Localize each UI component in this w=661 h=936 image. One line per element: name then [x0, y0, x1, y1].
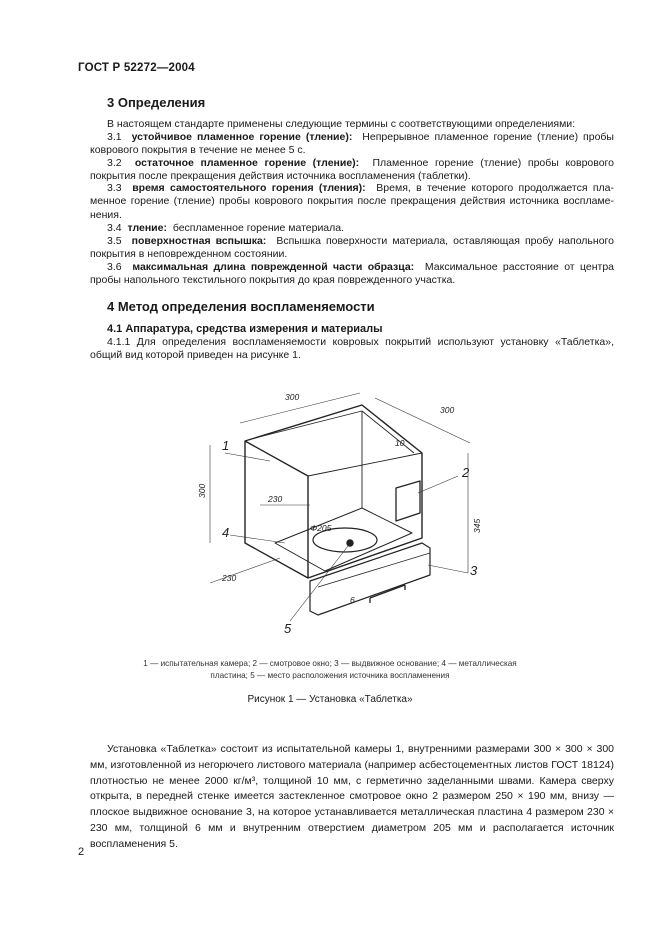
callout-4: 4 — [222, 525, 230, 540]
definition-3-2 — [90, 157, 614, 184]
def-term: максимальная длина поврежденной части образца: — [132, 261, 415, 273]
dim-top-width: 300 — [285, 392, 300, 402]
def-text: беспламенное горение материала. — [172, 222, 345, 234]
dim-total-height: 345 — [472, 518, 482, 533]
dim-plate-thickness: 6 — [350, 595, 355, 605]
figure-legend-line-1: 1 — испытательная камера; 2 — смотровое окно; 3 — выдвижное основание; 4 — металлическая — [143, 659, 517, 668]
definition-3-4 — [90, 222, 614, 235]
section-3-intro — [90, 118, 614, 131]
definition-3-6 — [90, 261, 614, 288]
section-4-title: 4 Метод определения воспламеняемости — [107, 299, 375, 314]
def-number: 3.5 — [107, 235, 122, 247]
metal-plate — [275, 508, 412, 571]
page-number: 2 — [78, 846, 85, 858]
definition-3-5 — [90, 235, 614, 262]
chamber-top-edge — [308, 453, 422, 476]
callout-1: 1 — [222, 438, 230, 453]
def-text: Пламенное горение (тление) пробы коврового покрытия после прекращения действия источника воспламенения (таблетки). — [90, 157, 614, 183]
callout-leaders — [225, 453, 468, 621]
dim-left-height: 300 — [197, 483, 207, 498]
standard-code-header: ГОСТ Р 52272—2004 — [78, 62, 195, 74]
intro-text: В настоящем стандарте применены следующие термины с соответствующими определениями: — [107, 118, 576, 130]
def-term: поверхностная вспышка: — [131, 235, 267, 247]
paragraph-text: 4.1.1 Для определения воспламеняемости ковровых покрытий используют установку «Таблетка», общий вид которой приведен на рисунке 1. — [90, 336, 614, 362]
def-text: Максимальное расстояние от центра пробы напольного текстильного покрытия до края поврежденного участка. — [90, 261, 614, 287]
inner-wall-top — [255, 411, 414, 453]
section-3-title: 3 Определения — [107, 95, 206, 110]
figure-caption: Рисунок 1 — Установка «Таблетка» — [247, 694, 413, 705]
ignition-source-point — [347, 540, 353, 546]
callout-3: 3 — [470, 563, 478, 578]
callout-2: 2 — [462, 465, 470, 480]
def-term: время самостоятельного горения (тления): — [132, 182, 366, 194]
paragraph-4-1-1 — [90, 336, 614, 363]
section-4-1-title: 4.1 Аппаратура, средства измерения и материалы — [107, 323, 383, 335]
def-term: тление: — [127, 222, 167, 234]
description-text: Установка «Таблетка» состоит из испытательной камеры 1, внутренними размерами 300 × 300 × 300 мм, изготовленной из негорючего листового материала (например асбестоцементных листов ГОСТ 18124) плотностью не менее 2000 кг/м³, толщиной 10 мм, с герметично заделанными швами. Камера сверху открыта, в передней стенке имеется застекленное смотровое окно 2 размером 250 × 190 мм, внизу — плоское выдвижное основание 3, на которое устанавливается металлическая пластина 4 размером 230 × 230 мм, толщиной 6 мм и внутренним отверстием диаметром 205 мм и располагается источник воспламенения 5. — [90, 743, 614, 850]
def-term: остаточное пламенное горение (тление): — [134, 157, 360, 169]
def-number: 3.1 — [107, 131, 122, 143]
definition-3-1 — [90, 131, 614, 158]
apparatus-description — [90, 742, 614, 853]
definition-3-3 — [90, 182, 614, 222]
def-number: 3.4 — [107, 222, 122, 234]
dimension-lines — [210, 393, 470, 583]
dim-top-depth: 300 — [440, 405, 455, 415]
dim-base-size: 230 — [222, 573, 237, 583]
def-text: Вспышка поверхности материала, оставляющая пробу напольного покрытия в неповрежденном состоянии. — [90, 235, 614, 261]
callout-5: 5 — [284, 621, 292, 636]
def-number: 3.6 — [107, 261, 122, 273]
def-term: устойчивое пламенное горение (тление): — [131, 131, 353, 143]
viewing-window — [396, 481, 420, 521]
def-text: Время, в течение которого продолжается пламенное горение (тление) пробы коврового покрытия после прекращения действия источника воспламенения. — [90, 182, 614, 221]
apparatus-drawing — [197, 392, 500, 638]
def-number: 3.2 — [107, 157, 122, 169]
def-number: 3.3 — [107, 182, 122, 194]
dim-hole-diameter: Φ205 — [310, 523, 332, 533]
figure-legend-line-2: пластина; 5 — место расположения источника воспламенения — [210, 671, 450, 680]
def-text: Непрерывное пламенное горение (тление) пробы коврового покрытия в течение не менее 5 с. — [90, 131, 614, 157]
drawer-edge — [318, 553, 430, 587]
dim-plate-size: 230 — [268, 494, 283, 504]
dim-wall-thickness: 10 — [395, 438, 405, 448]
sliding-base-drawer — [310, 543, 430, 615]
chamber-front-edges — [245, 441, 308, 578]
